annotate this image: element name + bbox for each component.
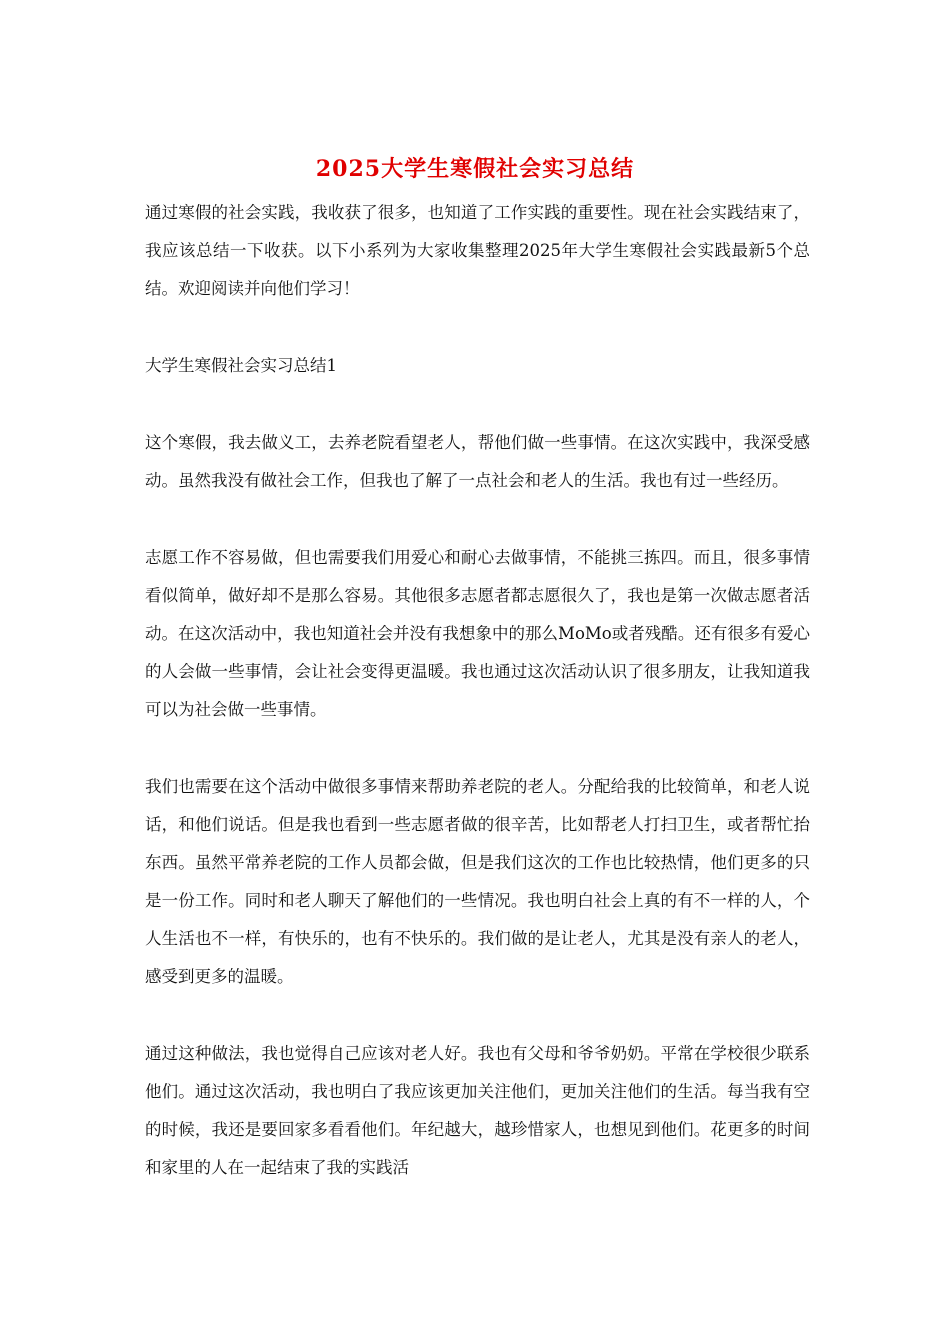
body-paragraph: 我们也需要在这个活动中做很多事情来帮助养老院的老人。分配给我的比较简单，和老人说话，和他们说话。但是我也看到一些志愿者做的很辛苦，比如帮老人打扫卫生，或者帮忙抬东西。虽然平常养老院的工作人员都会做，但是我们这次的工作也比较热情，他们更多的只是一份工作。同时和老人聊天了解他们的一些情况。我也明白社会上真的有不一样的人，个人生活也不一样，有快乐的，也有不快乐的。我们做的是让老人，尤其是没有亲人的老人，感受到更多的温暖。 xyxy=(145,777,810,986)
body-paragraph: 这个寒假，我去做义工，去养老院看望老人，帮他们做一些事情。在这次实践中，我深受感动。虽然我没有做社会工作，但我也了解了一点社会和老人的生活。我也有过一些经历。 xyxy=(145,433,810,490)
body-paragraph: 志愿工作不容易做，但也需要我们用爱心和耐心去做事情，不能挑三拣四。而且，很多事情看似简单，做好却不是那么容易。其他很多志愿者都志愿很久了，我也是第一次做志愿者活动。在这次活动中，我也知道社会并没有我想象中的那么MoMo或者残酷。还有很多有爱心的人会做一些事情，会让社会变得更温暖。我也通过这次活动认识了很多朋友，让我知道我可以为社会做一些事情。 xyxy=(145,548,810,719)
section-heading: 大学生寒假社会实习总结1 xyxy=(145,356,337,375)
paragraph-gap xyxy=(145,500,810,539)
intro-paragraph: 通过寒假的社会实践，我收获了很多，也知道了工作实践的重要性。现在社会实践结束了，我应该总结一下收获。以下小系列为大家收集整理2025年大学生寒假社会实践最新5个总结。欢迎阅读并向他们学习！ xyxy=(145,203,810,298)
body-paragraph: 通过这种做法，我也觉得自己应该对老人好。我也有父母和爷爷奶奶。平常在学校很少联系他们。通过这次活动，我也明白了我应该更加关注他们，更加关注他们的生活。每当我有空的时候，我还是要回家多看看他们。年纪越大，越珍惜家人，也想见到他们。花更多的时间和家里的人在一起结束了我的实践活 xyxy=(145,1044,810,1177)
paragraph-gap xyxy=(145,996,810,1035)
paragraph-gap xyxy=(145,308,810,347)
paragraph-gap xyxy=(145,729,810,768)
paragraph-gap xyxy=(145,385,810,424)
document-title: 2025大学生寒假社会实习总结 xyxy=(315,156,635,182)
document-body xyxy=(145,194,810,1187)
